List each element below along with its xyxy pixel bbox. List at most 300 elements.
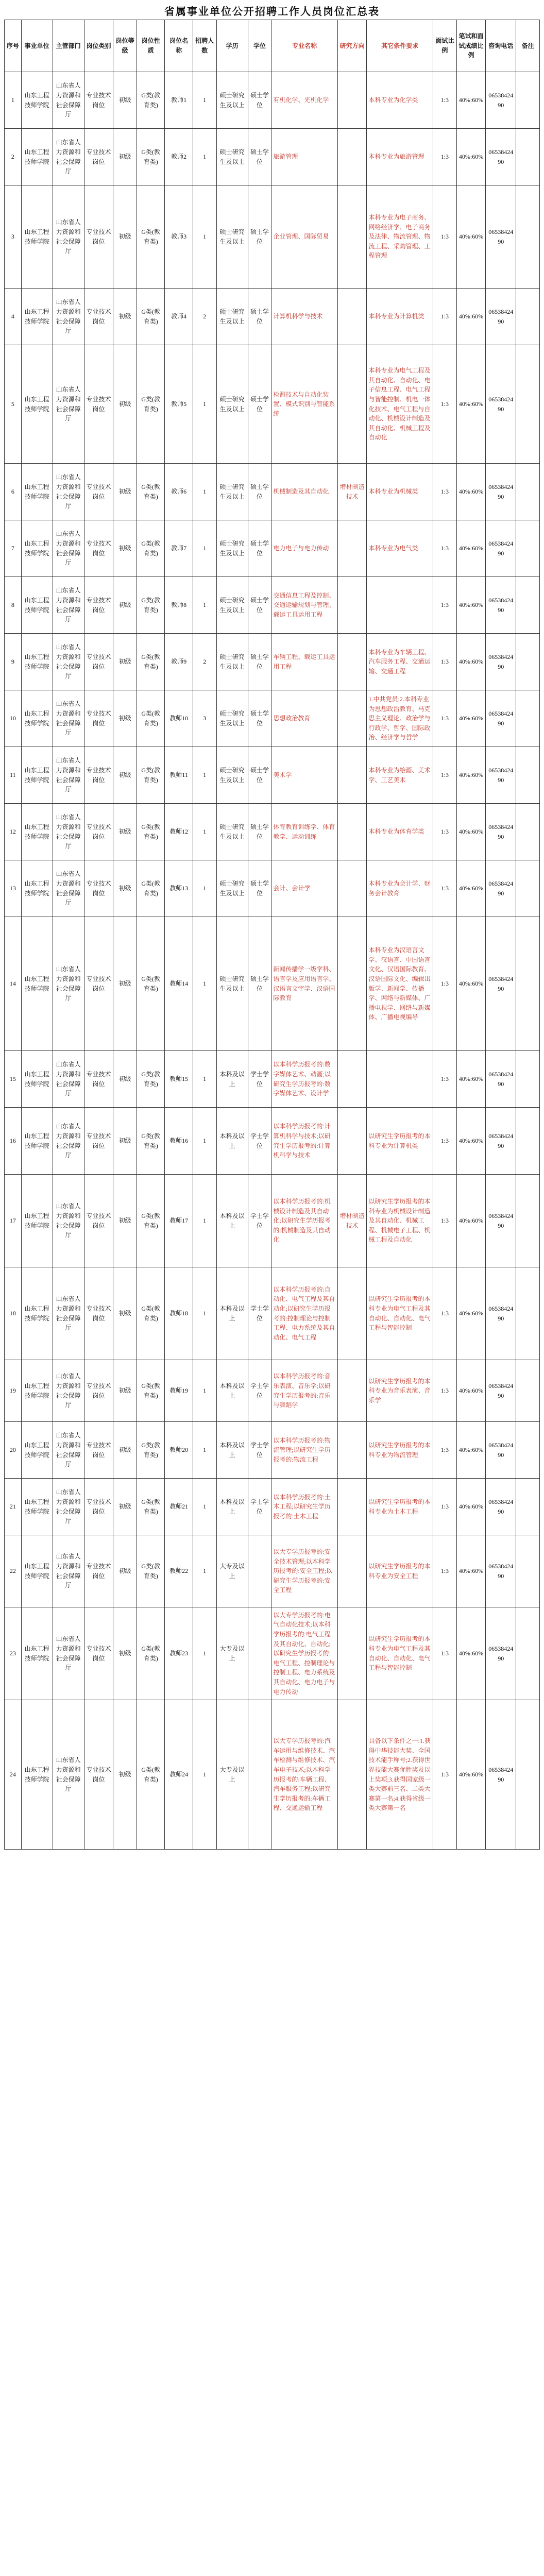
other-requirements-cell: 本科专业为电子商务、网络经济学、电子商务及法律、物流管理、物流工程、采购管理、工程管理 [367,185,433,289]
seq-cell: 20 [5,1422,22,1479]
table-row [5,747,540,804]
other-requirements-cell: 以研究生学历报考的本科专业为计算机类 [367,1108,433,1175]
major-cell: 以大专学历报考的:安全技术管理;以本科学历报考的:安全工程;以研究生学历报考的:安全工程 [271,1535,338,1607]
unit-cell: 山东工程技师学院 [21,1607,53,1700]
nature-cell: G类(教育类) [137,520,165,577]
note-cell [516,1422,540,1479]
note-cell [516,345,540,464]
major-cell: 以本科学历报考的:土木工程;以研究生学历报考的:土木工程 [271,1479,338,1535]
other-requirements-cell: 本科专业为电气类 [367,520,433,577]
degree-cell: 硕士学位 [248,185,271,289]
seq-cell: 12 [5,804,22,860]
category-cell: 专业技术岗位 [84,464,113,520]
header-row [5,20,540,72]
table-row [5,1360,540,1422]
category-cell: 专业技术岗位 [84,1479,113,1535]
major-cell: 美术学 [271,747,338,804]
header-cell: 学历 [216,20,248,72]
phone-cell: 0653842490 [486,690,516,747]
major-cell: 会计、会计学 [271,860,338,917]
unit-cell: 山东工程技师学院 [21,1267,53,1360]
unit-cell: 山东工程技师学院 [21,747,53,804]
interview-ratio-cell: 1:3 [433,72,456,129]
score-ratio-cell: 40%:60% [456,690,486,747]
phone-cell: 0653842490 [486,520,516,577]
category-cell: 专业技术岗位 [84,804,113,860]
score-ratio-cell: 40%:60% [456,1108,486,1175]
note-cell [516,577,540,634]
category-cell: 专业技术岗位 [84,129,113,185]
position-name-cell: 教师4 [165,289,193,345]
dept-cell: 山东省人力资源和社会保障厅 [53,129,84,185]
research-cell [337,129,367,185]
major-cell: 以本科学历报考的:计算机科学与技术;以研究生学历报考的:计算机科学与技术 [271,1108,338,1175]
count-cell: 1 [193,747,216,804]
major-cell: 有机化学、光机化学 [271,72,338,129]
seq-cell: 5 [5,345,22,464]
level-cell: 初级 [113,804,137,860]
count-cell: 1 [193,860,216,917]
score-ratio-cell: 40%:60% [456,1360,486,1422]
dept-cell: 山东省人力资源和社会保障厅 [53,1360,84,1422]
degree-cell: 学士学位 [248,1175,271,1267]
note-cell [516,1700,540,1850]
note-cell [516,185,540,289]
other-requirements-cell: 以研究生学历报考的本科专业为机械设计制造及其自动化、机械工程、机械电子工程、机械工程及自动化 [367,1175,433,1267]
education-cell: 本科及以上 [216,1175,248,1267]
count-cell: 3 [193,690,216,747]
category-cell: 专业技术岗位 [84,1108,113,1175]
level-cell: 初级 [113,1051,137,1108]
position-name-cell: 教师17 [165,1175,193,1267]
research-cell [337,860,367,917]
major-cell: 交通信息工程及控制、交通运输规划与管理、载运工具运用工程 [271,577,338,634]
interview-ratio-cell: 1:3 [433,690,456,747]
seq-cell: 2 [5,129,22,185]
table-row [5,634,540,690]
research-cell [337,1535,367,1607]
research-cell [337,72,367,129]
other-requirements-cell: 以研究生学历报考的本科专业为音乐表演、音乐学 [367,1360,433,1422]
research-cell [337,1607,367,1700]
education-cell: 硕士研究生及以上 [216,289,248,345]
research-cell: 增材制造技术 [337,464,367,520]
seq-cell: 16 [5,1108,22,1175]
degree-cell: 硕士学位 [248,804,271,860]
phone-cell: 0653842490 [486,1108,516,1175]
unit-cell: 山东工程技师学院 [21,464,53,520]
category-cell: 专业技术岗位 [84,1607,113,1700]
other-requirements-cell: 1.中共党员;2.本科专业为思想政治教育、马克思主义理论、政治学与行政学、哲学、国际政治、经济学与哲学 [367,690,433,747]
research-cell [337,690,367,747]
education-cell: 硕士研究生及以上 [216,917,248,1051]
seq-cell: 3 [5,185,22,289]
table-row [5,129,540,185]
nature-cell: G类(教育类) [137,917,165,1051]
table-row [5,345,540,464]
note-cell [516,1108,540,1175]
score-ratio-cell: 40%:60% [456,72,486,129]
score-ratio-cell: 40%:60% [456,917,486,1051]
education-cell: 硕士研究生及以上 [216,860,248,917]
level-cell: 初级 [113,1175,137,1267]
level-cell: 初级 [113,860,137,917]
research-cell [337,1700,367,1850]
interview-ratio-cell: 1:3 [433,289,456,345]
score-ratio-cell: 40%:60% [456,1422,486,1479]
research-cell [337,634,367,690]
note-cell [516,1175,540,1267]
score-ratio-cell: 40%:60% [456,804,486,860]
unit-cell: 山东工程技师学院 [21,289,53,345]
education-cell: 硕士研究生及以上 [216,72,248,129]
dept-cell: 山东省人力资源和社会保障厅 [53,577,84,634]
interview-ratio-cell: 1:3 [433,1422,456,1479]
table-row [5,1607,540,1700]
score-ratio-cell: 40%:60% [456,860,486,917]
nature-cell: G类(教育类) [137,1051,165,1108]
nature-cell: G类(教育类) [137,289,165,345]
degree-cell [248,1535,271,1607]
nature-cell: G类(教育类) [137,577,165,634]
position-name-cell: 教师8 [165,577,193,634]
interview-ratio-cell: 1:3 [433,1360,456,1422]
phone-cell: 0653842490 [486,1422,516,1479]
unit-cell: 山东工程技师学院 [21,1479,53,1535]
header-cell: 岗位类别 [84,20,113,72]
other-requirements-cell: 本科专业为机械类 [367,464,433,520]
table-row [5,1535,540,1607]
degree-cell: 硕士学位 [248,289,271,345]
seq-cell: 8 [5,577,22,634]
position-name-cell: 教师6 [165,464,193,520]
degree-cell: 硕士学位 [248,747,271,804]
research-cell [337,804,367,860]
education-cell: 硕士研究生及以上 [216,577,248,634]
level-cell: 初级 [113,634,137,690]
table-row [5,1267,540,1360]
degree-cell: 学士学位 [248,1051,271,1108]
note-cell [516,129,540,185]
dept-cell: 山东省人力资源和社会保障厅 [53,1607,84,1700]
table-row [5,1700,540,1850]
seq-cell: 13 [5,860,22,917]
position-name-cell: 教师19 [165,1360,193,1422]
major-cell: 以本科学历报考的:数字媒体艺术、动画;以研究生学历报考的:数字媒体艺术、设计学 [271,1051,338,1108]
seq-cell: 22 [5,1535,22,1607]
note-cell [516,72,540,129]
unit-cell: 山东工程技师学院 [21,1700,53,1850]
count-cell: 1 [193,520,216,577]
header-cell: 咨询电话 [486,20,516,72]
interview-ratio-cell: 1:3 [433,917,456,1051]
note-cell [516,289,540,345]
level-cell: 初级 [113,747,137,804]
dept-cell: 山东省人力资源和社会保障厅 [53,72,84,129]
level-cell: 初级 [113,464,137,520]
phone-cell: 0653842490 [486,185,516,289]
major-cell: 体育教育训练学、体育教学、运动训练 [271,804,338,860]
header-cell: 其它条件要求 [367,20,433,72]
category-cell: 专业技术岗位 [84,747,113,804]
interview-ratio-cell: 1:3 [433,804,456,860]
interview-ratio-cell: 1:3 [433,860,456,917]
interview-ratio-cell: 1:3 [433,1267,456,1360]
header-cell: 研究方向 [337,20,367,72]
interview-ratio-cell: 1:3 [433,185,456,289]
dept-cell: 山东省人力资源和社会保障厅 [53,464,84,520]
dept-cell: 山东省人力资源和社会保障厅 [53,1422,84,1479]
phone-cell: 0653842490 [486,1700,516,1850]
phone-cell: 0653842490 [486,345,516,464]
unit-cell: 山东工程技师学院 [21,1422,53,1479]
unit-cell: 山东工程技师学院 [21,1360,53,1422]
category-cell: 专业技术岗位 [84,1051,113,1108]
category-cell: 专业技术岗位 [84,1360,113,1422]
nature-cell: G类(教育类) [137,464,165,520]
other-requirements-cell: 本科专业为旅游管理 [367,129,433,185]
major-cell: 思想政治教育 [271,690,338,747]
dept-cell: 山东省人力资源和社会保障厅 [53,289,84,345]
count-cell: 2 [193,634,216,690]
position-name-cell: 教师1 [165,72,193,129]
nature-cell: G类(教育类) [137,1360,165,1422]
phone-cell: 0653842490 [486,1267,516,1360]
phone-cell: 0653842490 [486,129,516,185]
major-cell: 计算机科学与技术 [271,289,338,345]
phone-cell: 0653842490 [486,1479,516,1535]
count-cell: 1 [193,1422,216,1479]
position-name-cell: 教师5 [165,345,193,464]
phone-cell: 0653842490 [486,1535,516,1607]
research-cell [337,1360,367,1422]
education-cell: 硕士研究生及以上 [216,129,248,185]
education-cell: 硕士研究生及以上 [216,804,248,860]
position-name-cell: 教师16 [165,1108,193,1175]
degree-cell: 硕士学位 [248,917,271,1051]
dept-cell: 山东省人力资源和社会保障厅 [53,1175,84,1267]
phone-cell: 0653842490 [486,1360,516,1422]
table-row [5,860,540,917]
phone-cell: 0653842490 [486,577,516,634]
score-ratio-cell: 40%:60% [456,345,486,464]
level-cell: 初级 [113,917,137,1051]
major-cell: 以本科学历报考的:音乐表演、音乐学;以研究生学历报考的:音乐与舞蹈学 [271,1360,338,1422]
interview-ratio-cell: 1:3 [433,1108,456,1175]
research-cell [337,917,367,1051]
level-cell: 初级 [113,129,137,185]
education-cell: 硕士研究生及以上 [216,520,248,577]
level-cell: 初级 [113,1360,137,1422]
major-cell: 以本科学历报考的:机械设计制造及其自动化;以研究生学历报考的:机械制造及其自动化 [271,1175,338,1267]
count-cell: 1 [193,1479,216,1535]
degree-cell [248,1607,271,1700]
other-requirements-cell: 本科专业为车辆工程、汽车服务工程、交通运输、交通工程 [367,634,433,690]
other-requirements-cell: 本科专业为电气工程及其自动化、自动化、电子信息工程、电气工程与智能控制、机电一体化技术、电气工程与自动化、机械设计制造及其自动化、机械工程及自动化 [367,345,433,464]
seq-cell: 19 [5,1360,22,1422]
category-cell: 专业技术岗位 [84,185,113,289]
count-cell: 1 [193,1535,216,1607]
degree-cell: 学士学位 [248,1422,271,1479]
degree-cell: 学士学位 [248,1108,271,1175]
nature-cell: G类(教育类) [137,1607,165,1700]
research-cell [337,747,367,804]
position-name-cell: 教师20 [165,1422,193,1479]
nature-cell: G类(教育类) [137,345,165,464]
major-cell: 检测技术与自动化装置、模式识别与智能系统 [271,345,338,464]
interview-ratio-cell: 1:3 [433,1051,456,1108]
position-name-cell: 教师10 [165,690,193,747]
table-row [5,1175,540,1267]
seq-cell: 24 [5,1700,22,1850]
position-name-cell: 教师9 [165,634,193,690]
phone-cell: 0653842490 [486,917,516,1051]
degree-cell: 学士学位 [248,1360,271,1422]
phone-cell: 0653842490 [486,1051,516,1108]
score-ratio-cell: 40%:60% [456,1267,486,1360]
level-cell: 初级 [113,72,137,129]
nature-cell: G类(教育类) [137,747,165,804]
other-requirements-cell: 以研究生学历报考的本科专业为电气工程及其自动化、自动化、电气工程与智能控制 [367,1607,433,1700]
dept-cell: 山东省人力资源和社会保障厅 [53,634,84,690]
note-cell [516,690,540,747]
header-cell: 主管部门 [53,20,84,72]
position-name-cell: 教师13 [165,860,193,917]
phone-cell: 0653842490 [486,464,516,520]
level-cell: 初级 [113,577,137,634]
other-requirements-cell: 本科专业为计算机类 [367,289,433,345]
count-cell: 1 [193,464,216,520]
note-cell [516,804,540,860]
research-cell [337,1267,367,1360]
education-cell: 本科及以上 [216,1267,248,1360]
level-cell: 初级 [113,1700,137,1850]
table-row [5,917,540,1051]
level-cell: 初级 [113,1108,137,1175]
note-cell [516,1360,540,1422]
interview-ratio-cell: 1:3 [433,1535,456,1607]
other-requirements-cell: 本科专业为体育学类 [367,804,433,860]
score-ratio-cell: 40%:60% [456,520,486,577]
header-cell: 备注 [516,20,540,72]
research-cell [337,289,367,345]
seq-cell: 21 [5,1479,22,1535]
unit-cell: 山东工程技师学院 [21,72,53,129]
seq-cell: 11 [5,747,22,804]
education-cell: 大专及以上 [216,1700,248,1850]
dept-cell: 山东省人力资源和社会保障厅 [53,1108,84,1175]
header-cell: 事业单位 [21,20,53,72]
dept-cell: 山东省人力资源和社会保障厅 [53,1267,84,1360]
category-cell: 专业技术岗位 [84,289,113,345]
degree-cell: 硕士学位 [248,345,271,464]
degree-cell: 硕士学位 [248,129,271,185]
table-body [5,72,540,1850]
seq-cell: 18 [5,1267,22,1360]
education-cell: 大专及以上 [216,1607,248,1700]
score-ratio-cell: 40%:60% [456,1700,486,1850]
count-cell: 1 [193,577,216,634]
header-cell: 岗位等级 [113,20,137,72]
interview-ratio-cell: 1:3 [433,1700,456,1850]
degree-cell: 硕士学位 [248,464,271,520]
unit-cell: 山东工程技师学院 [21,634,53,690]
count-cell: 1 [193,345,216,464]
score-ratio-cell: 40%:60% [456,185,486,289]
interview-ratio-cell: 1:3 [433,520,456,577]
major-cell: 以本科学历报考的:自动化、电气工程及其自动化;以研究生学历报考的:控制理论与控制工程、电力系统及其自动化、电气工程 [271,1267,338,1360]
header-cell: 学位 [248,20,271,72]
major-cell: 以大专学历报考的:电气自动化技术;以本科学历报考的:电气工程及其自动化、自动化;以研究生学历报考的:电气工程、控制理论与控制工程、电力系统及其自动化、电力电子与电力传动 [271,1607,338,1700]
score-ratio-cell: 40%:60% [456,747,486,804]
interview-ratio-cell: 1:3 [433,1479,456,1535]
count-cell: 1 [193,1700,216,1850]
count-cell: 1 [193,917,216,1051]
category-cell: 专业技术岗位 [84,577,113,634]
category-cell: 专业技术岗位 [84,917,113,1051]
degree-cell [248,1700,271,1850]
education-cell: 硕士研究生及以上 [216,747,248,804]
count-cell: 1 [193,185,216,289]
nature-cell: G类(教育类) [137,1479,165,1535]
table-row [5,1479,540,1535]
dept-cell: 山东省人力资源和社会保障厅 [53,1535,84,1607]
dept-cell: 山东省人力资源和社会保障厅 [53,1051,84,1108]
seq-cell: 7 [5,520,22,577]
position-name-cell: 教师18 [165,1267,193,1360]
note-cell [516,860,540,917]
unit-cell: 山东工程技师学院 [21,520,53,577]
other-requirements-cell: 本科专业为汉语言文学、汉语言、中国语言文化、汉语国际教育、汉语国际文化、编辑出版学、新闻学、传播学、网络与新媒体、广播电视学、网络与新媒体、广播电视编导 [367,917,433,1051]
document-page [4,4,540,1850]
unit-cell: 山东工程技师学院 [21,1051,53,1108]
dept-cell: 山东省人力资源和社会保障厅 [53,690,84,747]
research-cell [337,577,367,634]
research-cell [337,345,367,464]
phone-cell: 0653842490 [486,1175,516,1267]
research-cell [337,1051,367,1108]
research-cell [337,185,367,289]
count-cell: 1 [193,804,216,860]
note-cell [516,1479,540,1535]
count-cell: 2 [193,289,216,345]
nature-cell: G类(教育类) [137,1422,165,1479]
position-name-cell: 教师14 [165,917,193,1051]
seq-cell: 10 [5,690,22,747]
education-cell: 本科及以上 [216,1108,248,1175]
dept-cell: 山东省人力资源和社会保障厅 [53,804,84,860]
education-cell: 本科及以上 [216,1360,248,1422]
dept-cell: 山东省人力资源和社会保障厅 [53,1479,84,1535]
phone-cell: 0653842490 [486,634,516,690]
header-cell: 专业名称 [271,20,338,72]
nature-cell: G类(教育类) [137,1700,165,1850]
unit-cell: 山东工程技师学院 [21,345,53,464]
research-cell [337,1479,367,1535]
other-requirements-cell: 本科专业为化学类 [367,72,433,129]
education-cell: 大专及以上 [216,1535,248,1607]
nature-cell: G类(教育类) [137,185,165,289]
count-cell: 1 [193,1051,216,1108]
degree-cell: 硕士学位 [248,634,271,690]
table-row [5,72,540,129]
dept-cell: 山东省人力资源和社会保障厅 [53,860,84,917]
unit-cell: 山东工程技师学院 [21,917,53,1051]
seq-cell: 17 [5,1175,22,1267]
dept-cell: 山东省人力资源和社会保障厅 [53,917,84,1051]
level-cell: 初级 [113,289,137,345]
degree-cell: 硕士学位 [248,690,271,747]
